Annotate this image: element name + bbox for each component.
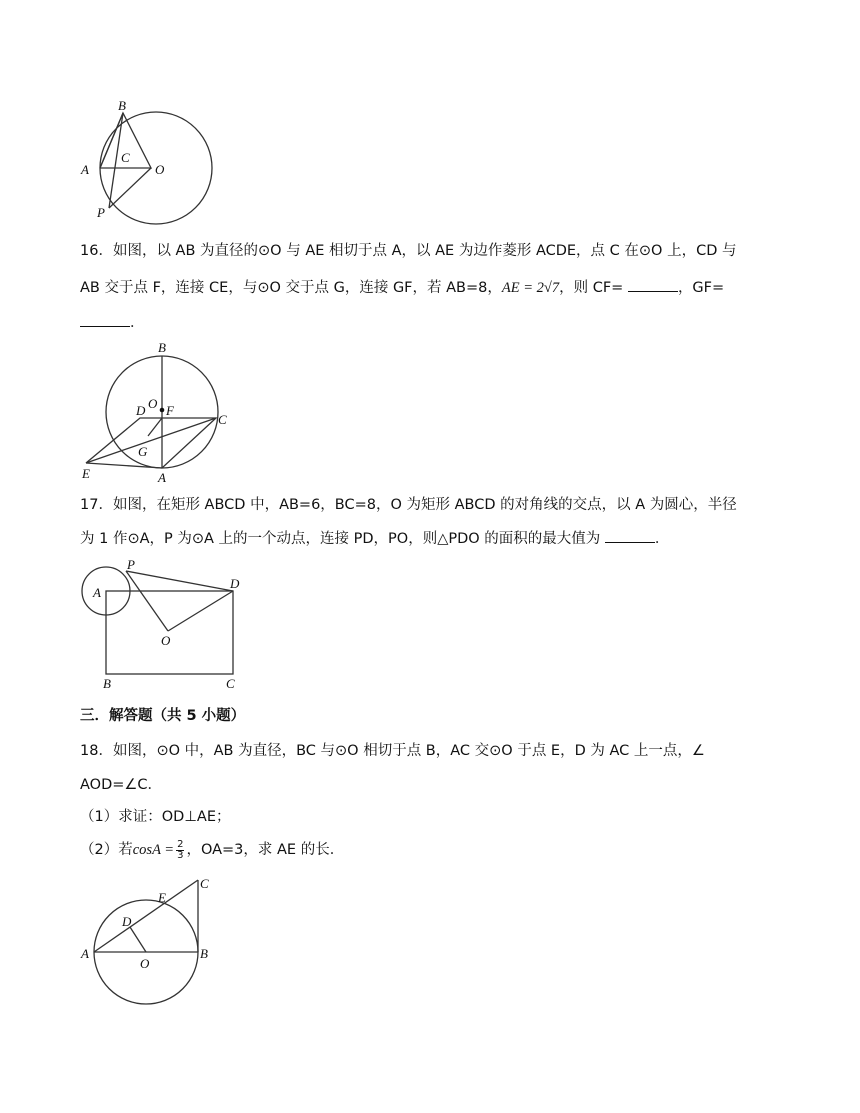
figure-q16 — [76, 338, 246, 488]
label-d: D — [122, 914, 132, 929]
label-f: F — [166, 403, 174, 418]
label-c: C — [218, 412, 227, 427]
label-a: A — [93, 585, 101, 600]
label-a: A — [81, 946, 89, 961]
q18-line1: 18．如图，⊙O 中，AB 为直径，BC 与⊙O 相切于点 B，AC 交⊙O 于点 E，D 为 AC 上一点，∠ — [80, 743, 705, 759]
label-d: D — [136, 403, 146, 418]
q18-line2: AOD=∠C． — [80, 777, 163, 793]
fraction-2-3 — [176, 840, 184, 861]
q16-text: AB 交于点 F，连接 CE，与⊙O 交于点 G，连接 GF，若 AB=8， — [80, 280, 502, 296]
frac-den: 3 — [177, 849, 184, 861]
q16-line2 — [80, 277, 724, 298]
q17-text: 为 1 作⊙A，P 为⊙A 上的一个动点，连接 PD，PO，则△PDO 的面积的最大值为 — [80, 531, 605, 547]
label-c: C — [121, 150, 130, 165]
label-d: D — [230, 576, 240, 591]
frac-num: 2 — [177, 838, 184, 850]
label-g: G — [138, 444, 148, 459]
label-a: A — [158, 470, 166, 485]
label-e: E — [82, 466, 90, 481]
q16-line3 — [80, 312, 145, 333]
label-b: B — [158, 340, 166, 355]
math-eq: = 2√7 — [519, 280, 560, 296]
q16-end: ． — [130, 315, 145, 331]
label-p: P — [97, 205, 105, 220]
q18-part1: （1）求证：OD⊥AE； — [80, 809, 231, 825]
math-cos: cosA = — [132, 842, 175, 858]
label-b: B — [103, 676, 111, 691]
figure-q17 — [76, 557, 256, 697]
q16-line1: 16．如图，以 AB 为直径的⊙O 与 AE 相切于点 A，以 AE 为边作菱形 ACDE，点 C 在⊙O 上，CD 与 — [80, 243, 737, 259]
q18-part2 — [80, 838, 344, 862]
label-b: B — [200, 946, 208, 961]
label-e: E — [158, 890, 166, 905]
label-o: O — [148, 396, 158, 411]
q18-part2-prefix: （2）若 — [80, 842, 133, 858]
figure-q18 — [76, 870, 226, 1005]
answer-blank-area[interactable] — [605, 528, 655, 543]
label-o: O — [140, 956, 150, 971]
label-c: C — [200, 876, 209, 891]
label-a: A — [81, 162, 89, 177]
q17-line2 — [80, 528, 669, 549]
q18-part2-suffix: ，OA=3，求 AE 的长． — [186, 842, 345, 858]
figure-q15 — [76, 95, 216, 225]
label-b: B — [118, 98, 126, 113]
q17-end: ． — [654, 531, 670, 547]
label-o: O — [155, 162, 165, 177]
section-3-heading: 三．解答题（共 5 小题） — [80, 708, 246, 724]
label-o: O — [161, 633, 171, 648]
q16-gf: ，GF= — [677, 280, 725, 296]
answer-blank-cf[interactable] — [628, 277, 678, 292]
answer-blank-gf[interactable] — [80, 312, 130, 327]
q17-line1: 17．如图，在矩形 ABCD 中，AB=6，BC=8，O 为矩形 ABCD 的对角线的交点，以 A 为圆心，半径 — [80, 497, 737, 513]
q16-cf: ，则 CF= — [559, 280, 628, 296]
label-p: P — [127, 557, 135, 572]
math-ae: AE — [501, 280, 520, 296]
label-c: C — [226, 676, 235, 691]
